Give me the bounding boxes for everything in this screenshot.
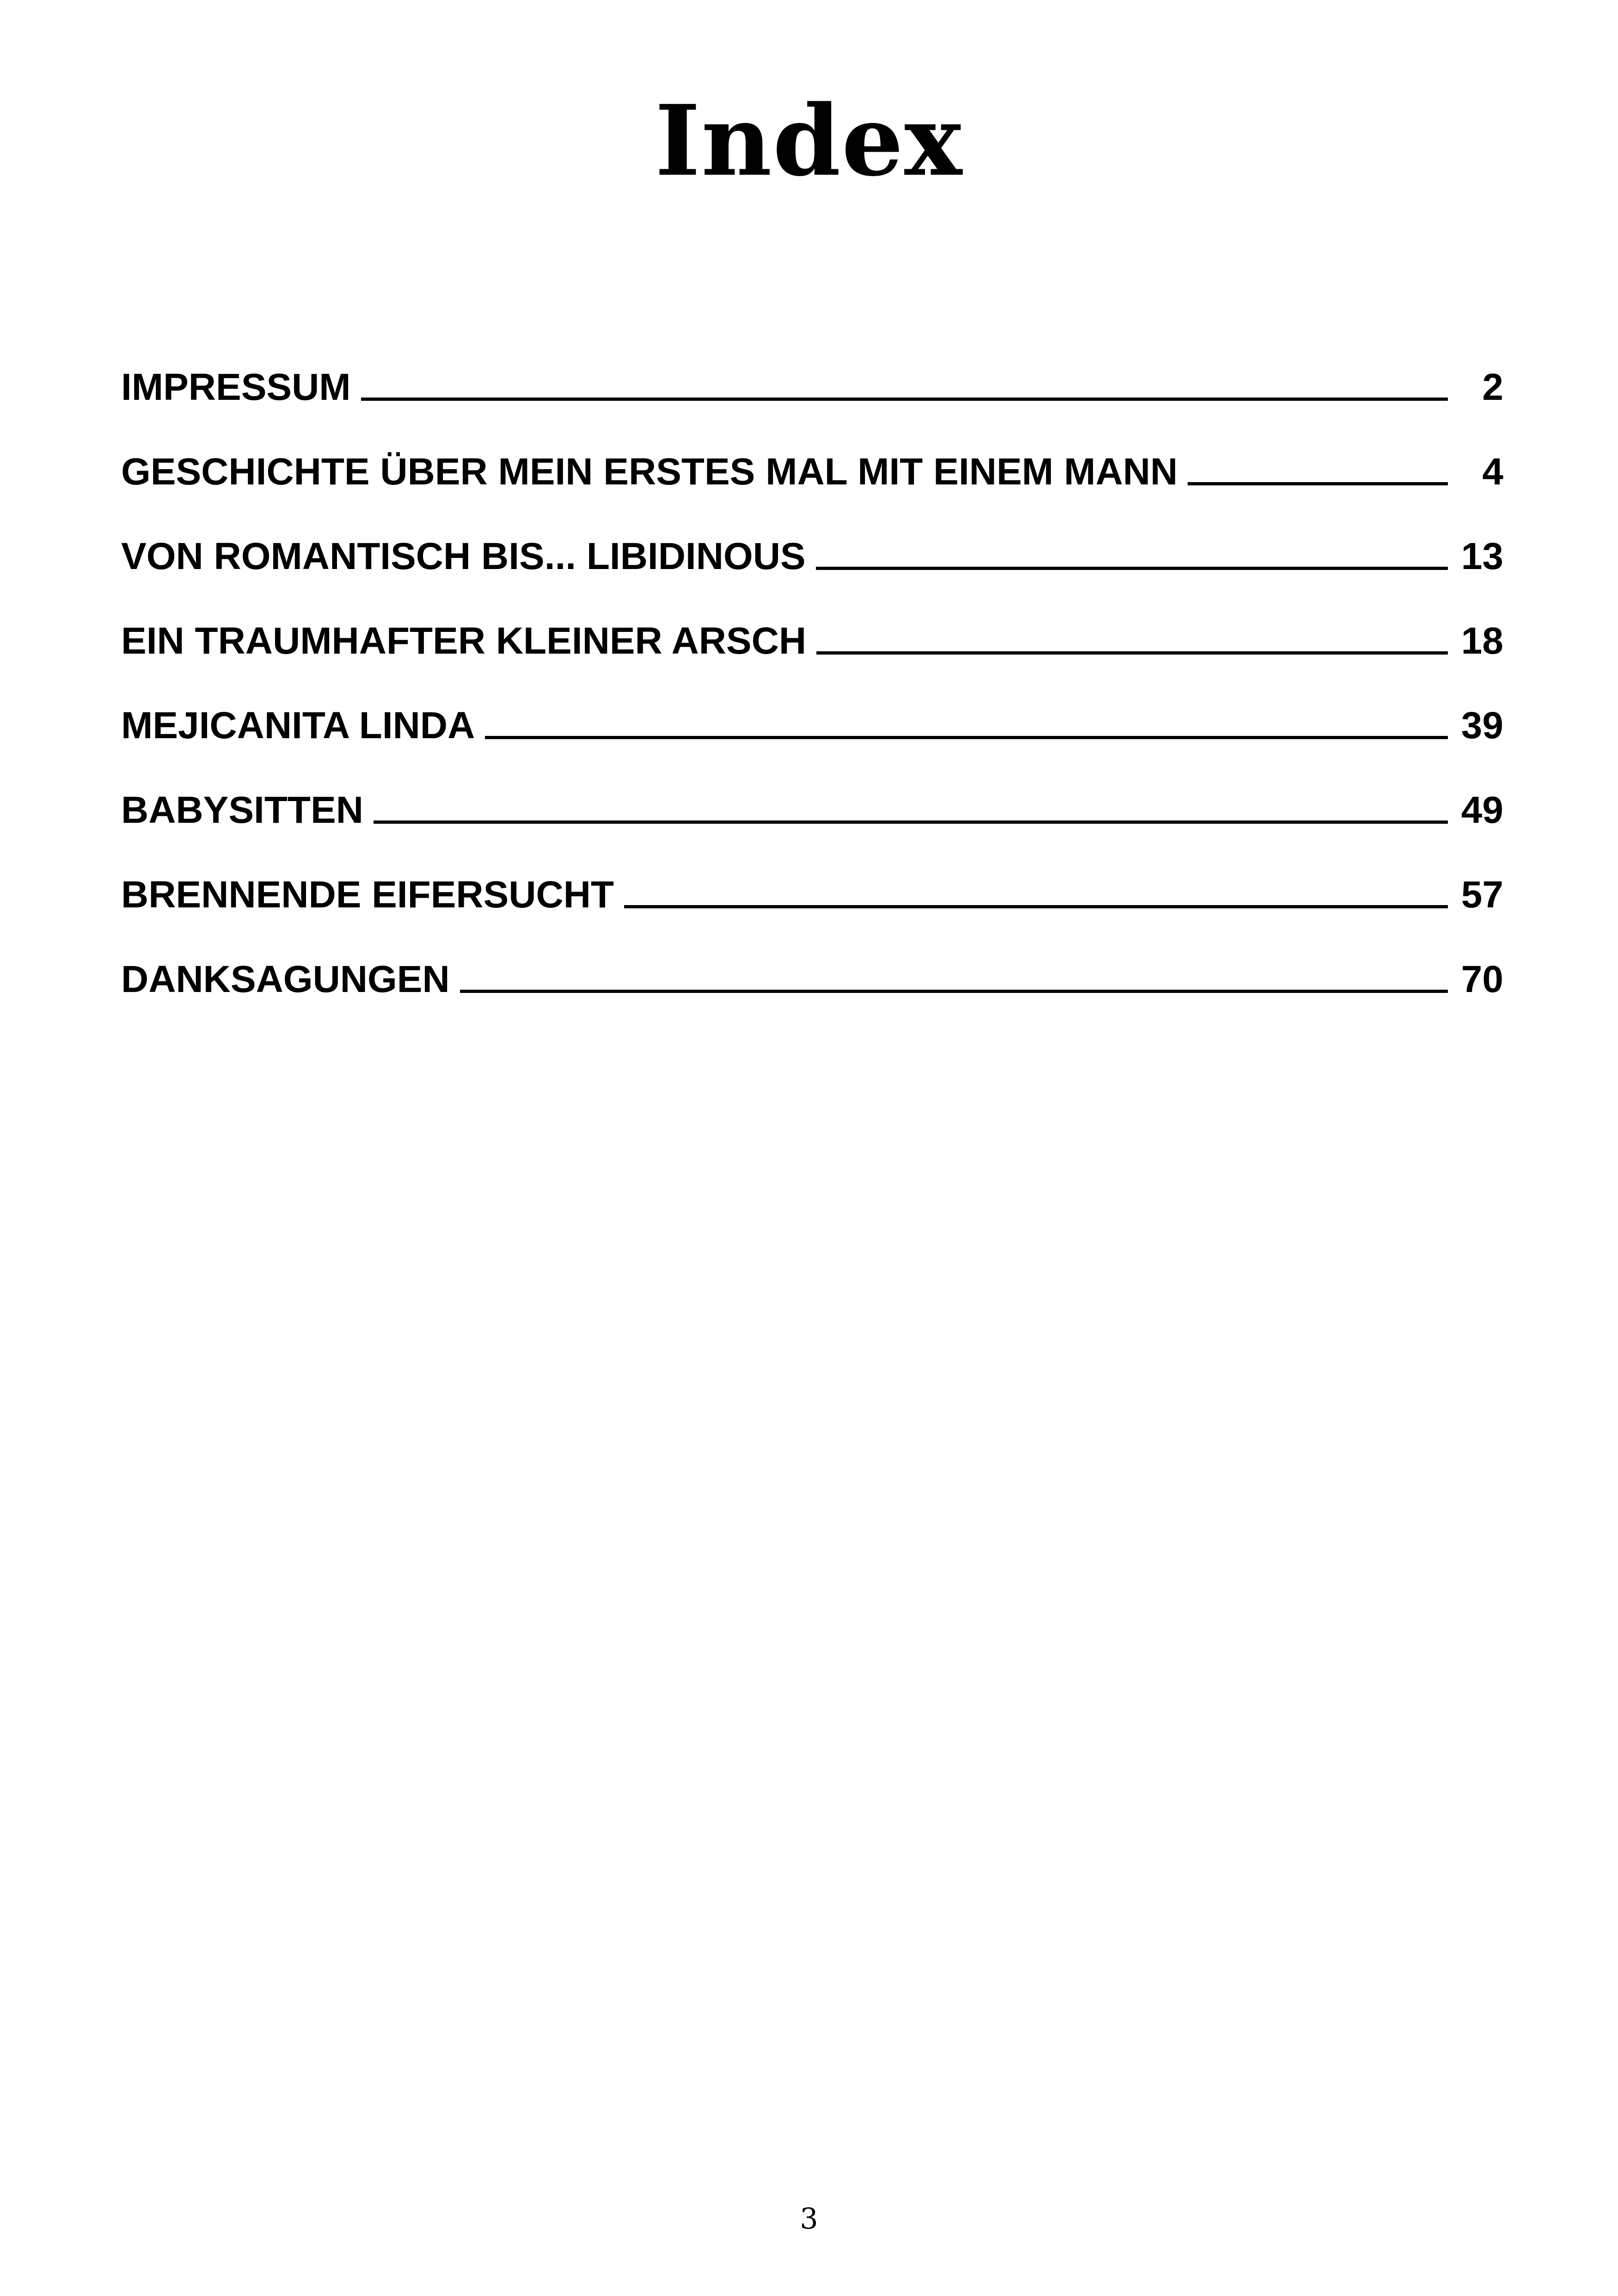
toc-entry-label: GESCHICHTE ÜBER MEIN ERSTES MAL MIT EINEM MANN — [121, 451, 1178, 493]
toc-leader-line — [624, 905, 1448, 908]
page-number: 3 — [800, 2202, 818, 2235]
toc-leader-line — [1188, 482, 1448, 485]
toc-entry-eifersucht — [121, 836, 1503, 920]
toc-entry-label: DANKSAGUNGEN — [121, 958, 450, 1000]
toc-entry-label: VON ROMANTISCH BIS... LIBIDINOUS — [121, 535, 806, 577]
toc-leader-line — [374, 820, 1448, 824]
toc-entry-label: BRENNENDE EIFERSUCHT — [121, 874, 614, 916]
toc-leader-line — [361, 398, 1448, 401]
toc-entry-geschichte — [121, 413, 1503, 497]
toc-entry-label: EIN TRAUMHAFTER KLEINER ARSCH — [121, 620, 807, 662]
toc-entry-mejicanita — [121, 667, 1503, 751]
toc-entry-romantisch — [121, 497, 1503, 582]
toc-entry-page: 49 — [1461, 789, 1503, 831]
toc-entry-page: 13 — [1461, 535, 1503, 577]
toc-entry-babysitten — [121, 751, 1503, 836]
page-title: Index — [655, 84, 963, 198]
toc-entry-page: 57 — [1461, 874, 1503, 916]
toc-entry-impressum — [121, 328, 1503, 413]
toc-entry-page: 39 — [1461, 704, 1503, 747]
toc-entry-page: 4 — [1482, 451, 1503, 493]
toc-leader-line — [816, 567, 1448, 570]
toc-entry-danksagungen — [121, 920, 1503, 1005]
table-of-contents — [121, 328, 1503, 1005]
toc-entry-page: 70 — [1461, 958, 1503, 1000]
toc-leader-line — [816, 651, 1448, 655]
toc-entry-label: IMPRESSUM — [121, 366, 351, 408]
toc-entry-traumhafter — [121, 582, 1503, 667]
toc-entry-page: 18 — [1461, 620, 1503, 662]
toc-entry-page: 2 — [1482, 366, 1503, 408]
toc-leader-line — [460, 990, 1448, 993]
toc-entry-label: MEJICANITA LINDA — [121, 704, 475, 747]
toc-leader-line — [485, 736, 1448, 739]
toc-entry-label: BABYSITTEN — [121, 789, 363, 831]
